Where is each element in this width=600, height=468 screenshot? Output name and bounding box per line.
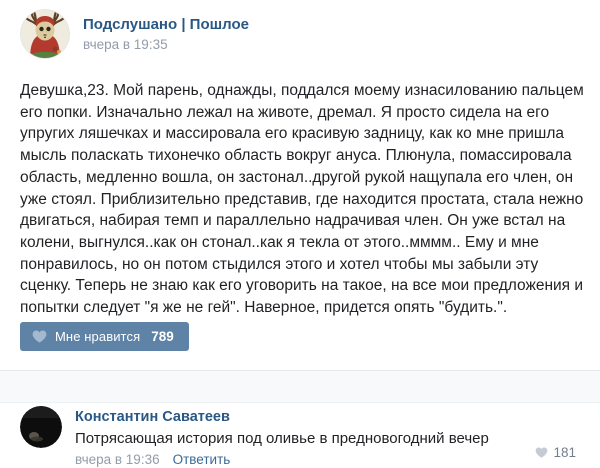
post-header — [20, 9, 249, 59]
post-timestamp[interactable]: вчера в 19:35 — [83, 37, 168, 52]
comment-like-button[interactable] — [535, 445, 576, 460]
like-count: 789 — [151, 329, 174, 344]
heart-icon — [535, 447, 548, 458]
comment-like-count: 181 — [553, 445, 576, 460]
group-name-link[interactable]: Подслушано | Пошлое — [83, 16, 249, 33]
post-text: Девушка,23. Мой парень, однажды, поддался моему изнасилованию пальцем его попки. Изначально лежал на животе, дремал. Я просто сидела на его упругих ляшечках и массировала его красивую задницу, как ко мне пришла мысль поласкать тихонечко область вокруг ануса. Плюнула, помассировала область, медленно вошла, он застонал..другой рукой нащупала его член, он уже стоял. Приблизительно представив, где находится простата, стала нежно двигаться, набирая темп и параллельно надрачивая член. Он уже встал на колени, выгнулся..как он стонал..как я текла от этого..мммм.. Ему и мне понравилось, но он потом стыдился этого и хотел чтобы мы забыли эту сценку. Теперь не знаю как его уговорить на такое, на все мои предложения и попытки следует "я же не гей". Наверное, придется опять "будить.". — [20, 82, 584, 317]
commenter-name-link[interactable]: Константин Саватеев — [75, 409, 230, 425]
comment-meta — [75, 452, 489, 467]
comment — [20, 406, 520, 467]
comments-divider-band — [0, 370, 600, 403]
commenter-avatar[interactable] — [20, 406, 62, 448]
comment-timestamp[interactable]: вчера в 19:36 — [75, 452, 160, 467]
post-header-text — [83, 16, 249, 52]
like-button[interactable] — [20, 322, 189, 351]
like-button-label: Мне нравится — [55, 329, 141, 344]
reply-link[interactable]: Ответить — [172, 452, 231, 467]
comment-body — [75, 406, 489, 467]
heart-icon — [32, 330, 47, 343]
group-avatar-image — [20, 9, 70, 59]
comment-text: Потрясающая история под оливье в предновогодний вечер — [75, 430, 489, 447]
group-avatar[interactable] — [20, 9, 70, 59]
commenter-avatar-image — [20, 406, 62, 448]
